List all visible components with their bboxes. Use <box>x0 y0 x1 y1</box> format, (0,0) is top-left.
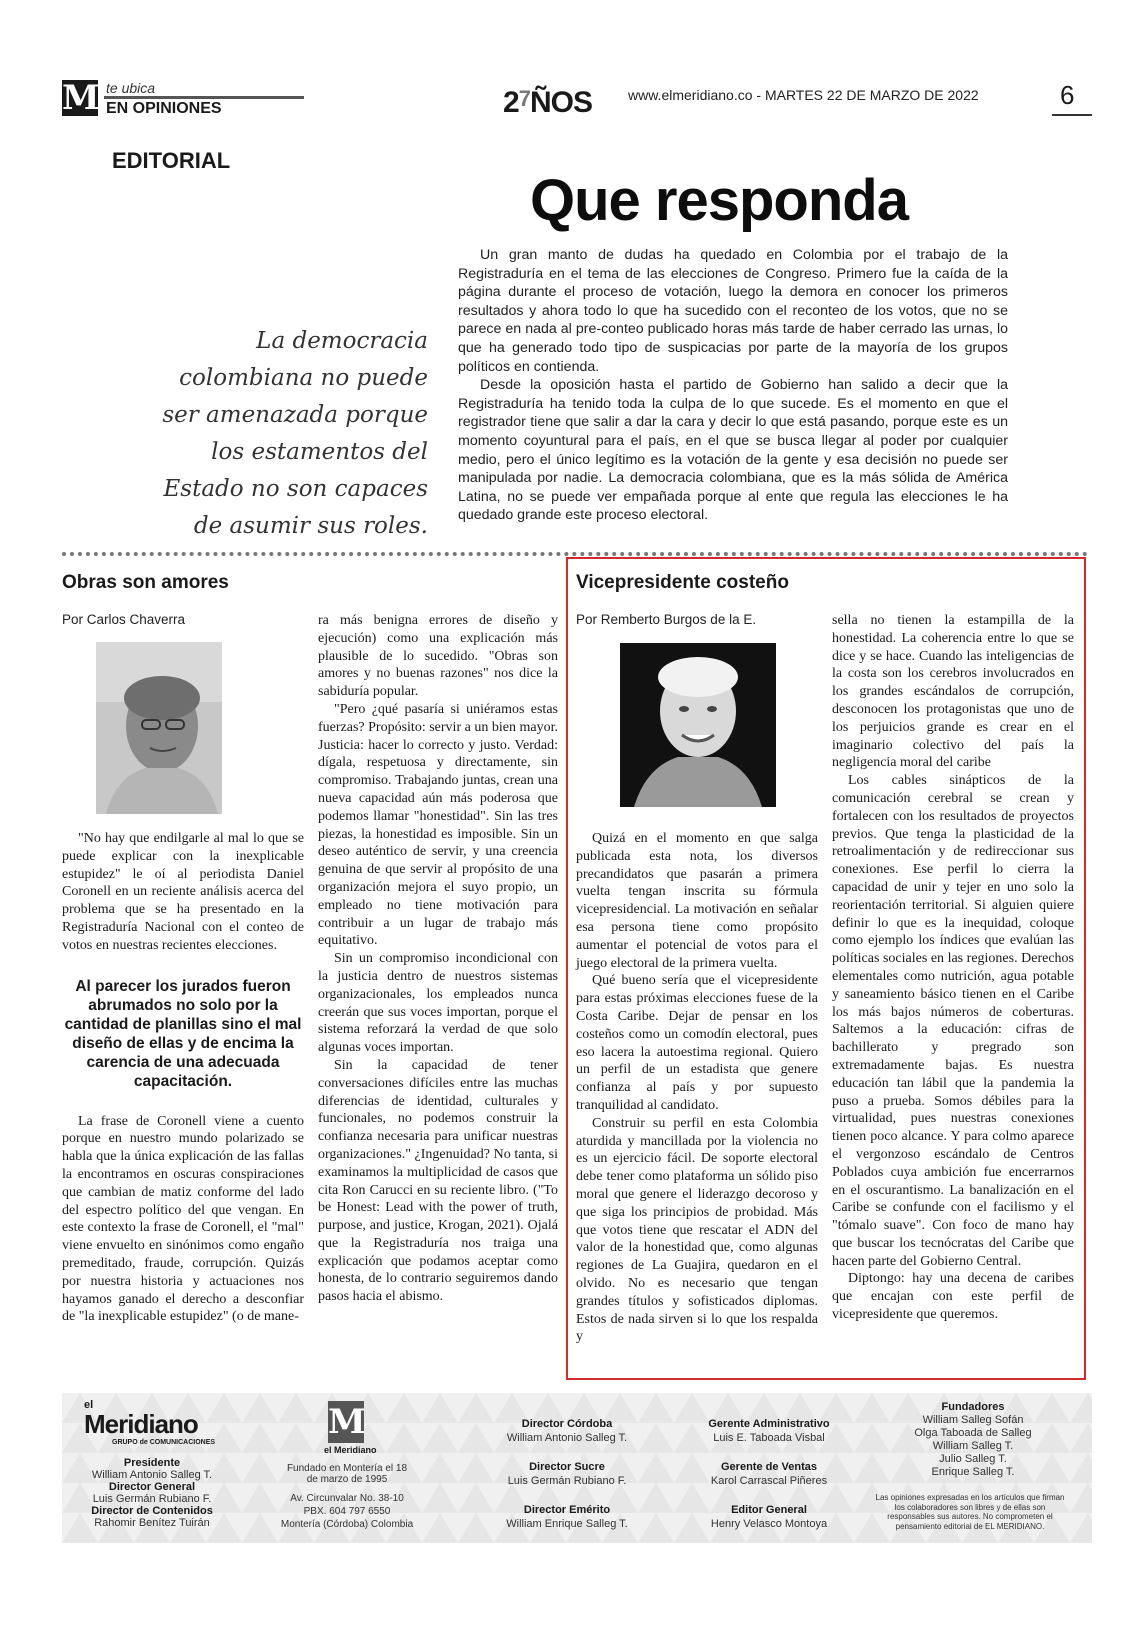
article-column <box>832 612 1074 1324</box>
header-rule <box>104 96 304 99</box>
staff-role: Director Córdoba <box>521 1418 613 1430</box>
article-paragraph: Diptongo: hay una decena de caribes que encajan con este perfil de vicepresidente que queremos. <box>832 1271 1074 1323</box>
anniversary-sup: 7 <box>518 86 530 111</box>
staff-name: William Enrique Salleg T. <box>506 1518 628 1530</box>
emblem-name: el Meridiano <box>324 1445 377 1455</box>
tagline: te ubica <box>106 80 156 96</box>
page-number: 6 <box>1060 80 1075 110</box>
staff-name: Rahomir Benítez Tuirán <box>94 1517 210 1529</box>
section-divider <box>62 552 1088 556</box>
staff-role: Director General <box>108 1481 196 1493</box>
masthead-footer <box>62 1393 1092 1543</box>
brand-sub: GRUPO de COMUNICACIONES <box>112 1439 216 1446</box>
article-byline: Por Carlos Chaverra <box>62 612 186 627</box>
founders-title: Fundadores <box>941 1401 1005 1413</box>
article-column <box>62 830 304 1326</box>
phone: PBX. 604 797 6550 <box>303 1506 391 1517</box>
article-title: Vicepresidente costeño <box>576 572 789 593</box>
editorial-disclaimer: Las opiniones expresadas en los artículos que firman los colaboradores son libres y de ellas son responsables sus autores. No comprometen el pensamiento editorial de EL MERIDIANO. <box>875 1493 1065 1531</box>
editorial-pull-quote: La democracia colombiana no puede ser amenazada porque los estamentos del Estado no son capaces de asumir sus roles. <box>162 328 428 539</box>
article-paragraph: Los cables sinápticos de la comunicación cerebral se crean y fortalecen con los resultados de proyectos previos. Que tenga la plasticidad de la retroalimentación y de redireccionar sus conexiones. Ese perfil lo cierra la capacidad de unir y tejer en uno solo la reorientación territorial. Si alguien quiere definir lo que es la inequidad, coloque como ejemplo los índices que evalúan las políticas sociales en las regiones. Derechos elementales como nutrición, agua potable y saneamiento básico tienen en el Caribe los más bajos números de coberturas. Saltemos a la educación: cifras de bachillerato y pregrado son extremadamente bajas. Es nuestra educación tan lábil que la pandemia la puso a prueba. Somos débiles para la virtualidad, pues nuestras conexiones tienen poco alcance. Y para colmo aparece el vergonzoso escándalo de Centros Poblados cuya ambición fue encerrarnos en el oscurantismo. La banalización en el Caribe se confunde con el facilismo y el "tómalo suave". Con foco de mano hay que buscar los tecnócratas del Caribe que hacen parte del Gobierno Central. <box>832 773 1074 1269</box>
author-portrait-icon <box>96 642 222 814</box>
author-photo <box>620 643 776 807</box>
staff-role: Presidente <box>123 1457 181 1469</box>
article-column <box>318 612 558 1306</box>
staff-name: William Antonio Salleg T. <box>506 1432 628 1444</box>
page-number-rule <box>1052 114 1092 116</box>
article-paragraph: Construir su perfil en esta Colombia aturdida y mancillada por la violencia no es un ejercicio fácil. De soporte electoral debe tener como plataforma un sólido piso moral que genere el liderazgo decoroso y que siga los principios de probidad. Más que votos tiene que rescatar el ADN del valor de la honestidad que, como algunas regiones de La Guajira, quedaron en el olvido. No es necesario que tengan grandes títulos y sofisticados diplomas. Estos de nada sirven si lo que los respalda y <box>576 1115 818 1345</box>
staff-role: Director Sucre <box>529 1461 605 1473</box>
editorial-body <box>458 246 1008 525</box>
staff-name: William Antonio Salleg T. <box>91 1469 213 1481</box>
section-label: EN OPINIONES <box>106 100 222 117</box>
founder-name: William Salleg Sofán <box>922 1414 1024 1426</box>
staff-role: Director Emérito <box>523 1504 611 1516</box>
staff-role: Gerente de Ventas <box>721 1461 817 1473</box>
anniversary-word: ÑOS <box>529 86 592 119</box>
site-and-date[interactable]: www.elmeridiano.co - MARTES 22 DE MARZO DE 2022 <box>628 87 979 103</box>
author-portrait-icon <box>620 643 776 807</box>
editorial-headline: Que responda <box>530 168 908 233</box>
staff-name: Karol Carrascal Piñeres <box>710 1475 828 1487</box>
article-paragraph: Quizá en el momento en que salga publicada esta nota, los diversos precandidatos que pasarán a primera vuelta tengan inscrita su fórmula vicepresidencial. La motivación en señalar esa persona tiene como propósito aumentar el potencial de votos para el juego electoral de la primera vuelta. <box>576 831 818 971</box>
founder-name: Enrique Salleg T. <box>931 1466 1015 1478</box>
emblem-logo: M <box>328 1402 366 1442</box>
founder-name: Julio Salleg T. <box>939 1453 1007 1465</box>
staff-role: Director de Contenidos <box>91 1505 213 1517</box>
article-paragraph: La frase de Coronell viene a cuento porque en nuestro mundo polarizado se habla que la única explicación de las fallas la encontramos en oscuras conspiraciones que cambian de matiz conforme del lado del espectro político del que vengan. En este contexto la frase de Coronell, el "mal" viene envuelto en sinónimos como engaño premeditado, fraude, corrupción. Quizás por nuestra historia y actuaciones nos hayamos ganado el derecho a desconfiar de "la inexplicable estupidez" (o de mane- <box>62 1113 304 1325</box>
article-byline: Por Remberto Burgos de la E. <box>576 612 757 627</box>
staff-role: Gerente Administrativo <box>708 1418 830 1430</box>
anniversary-logo <box>503 86 592 120</box>
article-paragraph: Sin un compromiso incondicional con la justicia dentro de nuestros sistemas organizacionales, los empleados nunca creerán que sus voces importan, porque el sistema reforzará la verdad de que solo algunas voces importan. <box>318 951 558 1056</box>
section-title: EDITORIAL <box>112 148 231 173</box>
article-paragraph: "No hay que endilgarle al mal lo que se puede explicar con la inexplicable estupidez" le oí al periodista Daniel Coronell en un reciente análisis acerca del problema que se ha presentado en la Registraduría Nacional con el conteo de votos en nuestras recientes elecciones. <box>62 831 304 953</box>
author-photo <box>96 642 222 814</box>
staff-name: Luis Germán Rubiano F. <box>507 1475 627 1487</box>
article-paragraph: sella no tienen la estampilla de la honestidad. La coherencia entre lo que se dice y se hace. Cuando las inteligencias de la costa son los cerebros involucrados en los grandes escándalos de corrupción, desconocen los protagonistas que uno de los perjuicios grande es crear en el imaginario colectivo del país la negligencia moral del caribe <box>832 613 1074 771</box>
address: Av. Circunvalar No. 38-10 <box>290 1493 404 1504</box>
article-paragraph: "Pero ¿qué pasaría si uniéramos estas fuerzas? Propósito: servir a un bien mayor. Justicia: hacer lo correcto y justo. Verdad: dígala, respetuosa y directamente, sin compromiso. Trabajando juntas, crean una nueva capacidad aún más poderosa que podemos llamar "honestidad". Sin las tres piezas, la honestidad es imposible. Sin un deseo auténtico de servir, y una creencia genuina de que servir al propósito de una organización mejora el suyo propio, un empleado no tiene motivación para contribuir a un lugar de trabajo más equitativo. <box>318 701 558 949</box>
article-paragraph: Sin la capacidad de tener conversaciones difíciles entre las muchas diferencias de identidad, culturales y funcionales, no podemos construir la confianza necesaria para unificar nuestras organizaciones." ¿Ingenuidad? No tanta, si examinamos la multiplicidad de casos que cita Ron Carucci en su reciente libro. ("To be Honest: Lead with the power of truth, purpose, and justice, Krogan, 2021). Ojalá que la Registraduría nos traiga una explicación que podamos aceptar como honesta, de lo contrario seguiremos dando pasos hacia el abismo. <box>318 1057 558 1305</box>
editorial-paragraph: Desde la oposición hasta el partido de Gobierno han salido a decir que la Registraduría ha tenido toda la culpa de lo que sucede. Es el momento en que el registrador tiene que salir a dar la cara y decir lo que está pasando, porque este es un momento coyuntural para el país, en el que se busca llegar al poder por cualquier medio, pero el único legítimo es la votación de la gente y esa decisión no puede ser manipulada por nadie. La democracia colombiana, que es la más sólida de América Latina, no se puede ver empañada porque al ente que regula las elecciones le ha quedado grande este proceso electoral. <box>458 377 1008 524</box>
founded-note: Fundado en Montería el 18 de marzo de 1995 <box>286 1463 408 1485</box>
brand-small: el <box>84 1399 94 1411</box>
founder-name: William Salleg T. <box>932 1440 1014 1452</box>
anniversary-number: 2 <box>503 86 519 119</box>
city: Montería (Córdoba) Colombia <box>280 1519 414 1530</box>
staff-name: Henry Velasco Montoya <box>710 1518 828 1530</box>
article-highlight-quote: Al parecer los jurados fueron abrumados no solo por la cantidad de planillas sino el mal diseño de ellas y de encima la carencia de una adecuada capacitación. <box>64 977 302 1090</box>
staff-role: Editor General <box>731 1504 807 1516</box>
newspaper-logo: M <box>62 78 100 118</box>
article-paragraph: Qué bueno sería que el vicepresidente para estas próximas elecciones fuese de la Costa Caribe. Dejar de pensar en los costeños como un comodín electoral, pues eso lacera la autoestima regional. Quiero un perfil de un estadista que genere confianza al país y por supuesto tranquilidad al candidato. <box>576 973 818 1113</box>
brand-name: Meridiano <box>84 1409 198 1439</box>
founder-name: Olga Taboada de Salleg <box>914 1427 1032 1439</box>
staff-name: Luis E. Taboada Visbal <box>713 1432 825 1444</box>
staff-name: Luis Germán Rubiano F. <box>92 1493 212 1505</box>
editorial-paragraph: Un gran manto de dudas ha quedado en Colombia por el trabajo de la Registraduría en el tema de las elecciones de Congreso. Primero fue la caída de la página durante el proceso de votación, luego la demora en conocer los primeros resultados y ahora todo lo que ha sucedido con el reconteo de los votos, que no se parece en nada al pre-conteo publicado horas más tarde de haber cerrado las urnas, lo que ha generado todo tipo de suspicacias por parte de la mayoría de los grupos políticos en contienda. <box>458 247 1008 375</box>
article-paragraph: ra más benigna errores de diseño y ejecución) como una explicación más plausible de lo sucedido. "Obras son amores y no buenas razones" nos dice la sabiduría popular. <box>318 613 558 700</box>
article-title: Obras son amores <box>62 572 229 593</box>
article-column <box>576 830 818 1346</box>
